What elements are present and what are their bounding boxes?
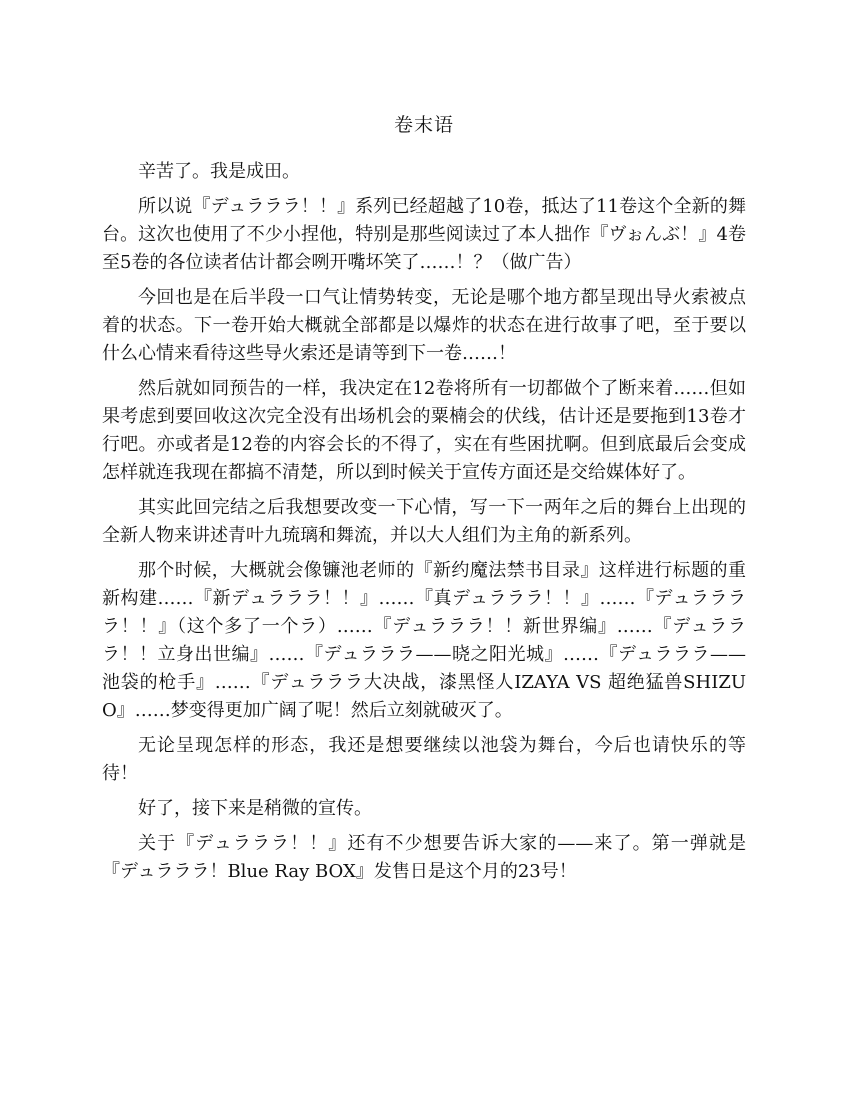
paragraph-greeting: 辛苦了。我是成田。: [138, 161, 300, 182]
paragraph-ikebukuro-stage: 无论呈现怎样的形态，我还是想要继续以池袋为舞台，今后也请快乐的等待！: [102, 735, 746, 784]
paragraph-volume-milestone: 所以说『デュラララ！！』系列已经超越了10卷，抵达了11卷这个全新的舞台。这次也使用了不少小捏他，特别是那些阅读过了本人拙作『ヴぉんぶ！』4卷至5卷的各位读者估计都会咧开嘴坏笑了……！？（做广告）: [102, 196, 746, 273]
paragraph-promotion-intro: 好了，接下来是稍微的宣传。: [138, 798, 372, 819]
paragraph-bluray-announcement: 关于『デュラララ！！』还有不少想要告诉大家的——来了。第一弹就是『デュラララ！Blue Ray BOX』发售日是这个月的23号！: [102, 833, 746, 882]
paragraph-new-series: 其实此回完结之后我想要改变一下心情，写一下一两年之后的舞台上出现的全新人物来讲述青叶九琉璃和舞流，并以大人组们为主角的新系列。: [102, 497, 746, 546]
afterword-page: [102, 112, 746, 893]
paragraph-volume-12-plan: 然后就如同预告的一样，我决定在12卷将所有一切都做个了断来着……但如果考虑到要回收这次完全没有出场机会的粟楠会的伏线，估计还是要拖到13卷才行吧。亦或者是12卷的内容会长的不得了，实在有些困扰啊。但到底最后会变成怎样就连我现在都搞不清楚，所以到时候关于宣传方面还是交给媒体好了。: [102, 378, 746, 483]
paragraph-title-ideas: 那个时候，大概就会像镰池老师的『新约魔法禁书目录』这样进行标题的重新构建……『新デュラララ！！』……『真デュラララ！！』……『デュララララ！！』（这个多了一个ラ）……『デュラララ！！新世界编』……『デュラララ！！立身出世编』……『デュラララ——晓之阳光城』……『デュラララ——池袋的枪手』……『デュラララ大决战，漆黑怪人IZAYA VS 超绝猛兽SHIZUO』……梦变得更加广阔了呢！然后立刻就破灭了。: [102, 560, 746, 721]
paragraph-situation-shift: 今回也是在后半段一口气让情势转变，无论是哪个地方都呈现出导火索被点着的状态。下一卷开始大概就全部都是以爆炸的状态在进行故事了吧，至于要以什么心情来看待这些导火索还是请等到下一卷……！: [102, 287, 746, 364]
page-title: 卷末语: [393, 114, 454, 136]
